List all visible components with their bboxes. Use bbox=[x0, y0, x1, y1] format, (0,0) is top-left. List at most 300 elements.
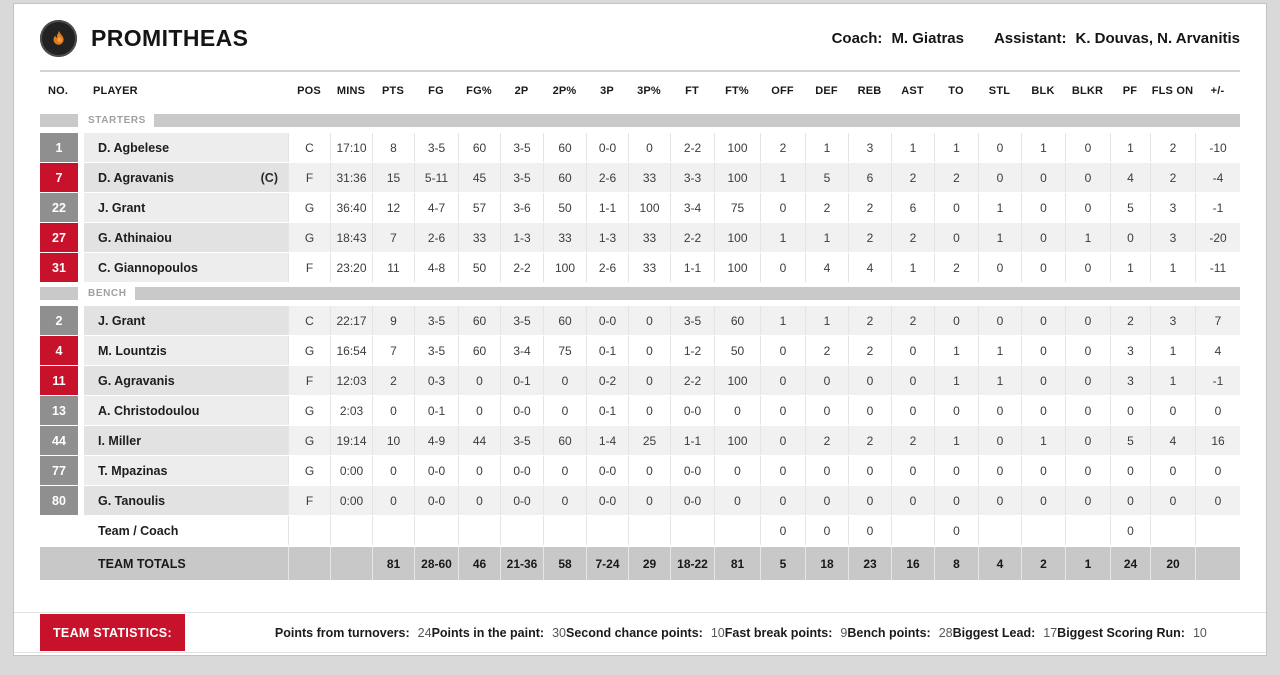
stat-3p: 0-1 bbox=[586, 396, 628, 425]
section-bar-left bbox=[40, 287, 78, 300]
stat-2p: 0-0 bbox=[500, 396, 543, 425]
coach-label: Coach: bbox=[831, 30, 883, 47]
stat-fg-pct: 33 bbox=[458, 223, 500, 252]
player-name-cell bbox=[84, 486, 288, 515]
stat-fls-on: 1 bbox=[1150, 336, 1195, 365]
stat-ft: 1-2 bbox=[670, 336, 714, 365]
stat-ft: 3-4 bbox=[670, 193, 714, 222]
stat-pos: F bbox=[288, 366, 330, 395]
stat-2p-pct: 60 bbox=[543, 306, 586, 335]
column-header-3p: 3P bbox=[600, 84, 614, 97]
column-header-ft-pct: FT% bbox=[725, 84, 749, 97]
stat-3p: 0-0 bbox=[586, 456, 628, 485]
stat-plus-minus: 4 bbox=[1195, 336, 1240, 365]
stat-reb: 2 bbox=[848, 426, 891, 455]
stat-pts: 8 bbox=[372, 133, 414, 162]
player-row bbox=[40, 163, 1240, 192]
stat-fg-pct bbox=[458, 516, 500, 545]
jersey-number-cell bbox=[40, 133, 78, 162]
stat-plus-minus: -20 bbox=[1195, 223, 1240, 252]
stat-fls-on: 2 bbox=[1150, 163, 1195, 192]
stat-pf: 0 bbox=[1110, 516, 1150, 545]
stat-stl: 0 bbox=[978, 163, 1021, 192]
stat-pf: 0 bbox=[1110, 223, 1150, 252]
stat-2p-pct: 0 bbox=[543, 396, 586, 425]
team-stat-value: 9 bbox=[840, 625, 848, 640]
stat-blkr: 0 bbox=[1065, 336, 1110, 365]
stat-blk: 0 bbox=[1021, 253, 1065, 282]
player-name-cell bbox=[84, 306, 288, 335]
stat-reb: 6 bbox=[848, 163, 891, 192]
stat-off: 0 bbox=[760, 366, 805, 395]
stat-ft: 2-2 bbox=[670, 223, 714, 252]
team-stat-item bbox=[847, 626, 952, 640]
stat-fg: 0-3 bbox=[414, 366, 458, 395]
stat-2p-pct: 0 bbox=[543, 366, 586, 395]
stat-fg-pct: 44 bbox=[458, 426, 500, 455]
stat-3p-pct: 0 bbox=[628, 486, 670, 515]
stat-2p-pct: 58 bbox=[543, 547, 586, 580]
team-stat-label: Points in the paint: bbox=[431, 625, 545, 640]
stat-fls-on: 0 bbox=[1150, 486, 1195, 515]
stat-blkr: 0 bbox=[1065, 486, 1110, 515]
player-name: T. Mpazinas bbox=[98, 463, 168, 478]
player-row bbox=[40, 366, 1240, 395]
stat-blk: 0 bbox=[1021, 396, 1065, 425]
team-stat-item bbox=[432, 626, 566, 640]
jersey-number-cell bbox=[40, 336, 78, 365]
stat-pts: 0 bbox=[372, 486, 414, 515]
stat-mins: 36:40 bbox=[330, 193, 372, 222]
stat-def: 2 bbox=[805, 336, 848, 365]
stat-pos: G bbox=[288, 396, 330, 425]
team-stat-value: 10 bbox=[710, 625, 725, 640]
stat-fg: 4-8 bbox=[414, 253, 458, 282]
stat-plus-minus: -1 bbox=[1195, 366, 1240, 395]
stat-fls-on: 3 bbox=[1150, 193, 1195, 222]
stat-2p-pct: 0 bbox=[543, 456, 586, 485]
stat-fls-on: 0 bbox=[1150, 396, 1195, 425]
jersey-number-cell bbox=[40, 486, 78, 515]
stat-pts: 10 bbox=[372, 426, 414, 455]
stat-blkr: 0 bbox=[1065, 133, 1110, 162]
player-row bbox=[40, 396, 1240, 425]
stat-pts: 0 bbox=[372, 456, 414, 485]
stat-pf: 5 bbox=[1110, 193, 1150, 222]
team-header bbox=[14, 4, 1266, 70]
stat-blkr bbox=[1065, 516, 1110, 545]
stat-fls-on: 3 bbox=[1150, 223, 1195, 252]
player-row bbox=[40, 253, 1240, 282]
stat-off: 0 bbox=[760, 336, 805, 365]
player-name: D. Agravanis bbox=[98, 170, 174, 185]
stat-to: 2 bbox=[934, 163, 978, 192]
stat-off: 1 bbox=[760, 163, 805, 192]
boxscore-card bbox=[13, 3, 1267, 656]
player-name: Team / Coach bbox=[98, 523, 179, 538]
stat-ft-pct: 100 bbox=[714, 223, 760, 252]
jersey-number-badge: 22 bbox=[40, 193, 78, 222]
stat-fls-on: 0 bbox=[1150, 456, 1195, 485]
section-bar bbox=[154, 114, 1240, 127]
player-row bbox=[40, 486, 1240, 515]
stat-stl: 4 bbox=[978, 547, 1021, 580]
stat-fg-pct: 57 bbox=[458, 193, 500, 222]
stat-pf: 1 bbox=[1110, 253, 1150, 282]
stat-2p-pct: 50 bbox=[543, 193, 586, 222]
stat-ast: 2 bbox=[891, 306, 934, 335]
stat-mins: 17:10 bbox=[330, 133, 372, 162]
stat-pf: 1 bbox=[1110, 133, 1150, 162]
stat-ast: 0 bbox=[891, 486, 934, 515]
stat-def: 0 bbox=[805, 456, 848, 485]
stat-fg: 4-7 bbox=[414, 193, 458, 222]
stat-2p: 1-3 bbox=[500, 223, 543, 252]
stat-pts: 7 bbox=[372, 223, 414, 252]
stat-pos: C bbox=[288, 306, 330, 335]
stat-3p-pct: 0 bbox=[628, 366, 670, 395]
stat-fg-pct: 60 bbox=[458, 306, 500, 335]
stat-ast bbox=[891, 516, 934, 545]
stat-2p: 0-1 bbox=[500, 366, 543, 395]
stat-pos: G bbox=[288, 223, 330, 252]
jersey-number-badge: 44 bbox=[40, 426, 78, 455]
column-header-stl: STL bbox=[988, 84, 1011, 97]
jersey-number-cell bbox=[40, 223, 78, 252]
jersey-number-cell bbox=[40, 306, 78, 335]
stat-ft: 0-0 bbox=[670, 456, 714, 485]
player-name-cell bbox=[84, 516, 288, 545]
stat-pts: 7 bbox=[372, 336, 414, 365]
stat-ast: 2 bbox=[891, 426, 934, 455]
stat-ft: 3-3 bbox=[670, 163, 714, 192]
stat-blk: 2 bbox=[1021, 547, 1065, 580]
stat-ast: 0 bbox=[891, 366, 934, 395]
stat-pf: 3 bbox=[1110, 336, 1150, 365]
jersey-number-badge: 4 bbox=[40, 336, 78, 365]
jersey-number-cell bbox=[40, 516, 78, 545]
stat-3p: 2-6 bbox=[586, 163, 628, 192]
stat-off: 0 bbox=[760, 456, 805, 485]
team-stat-item bbox=[953, 626, 1058, 640]
stat-to: 1 bbox=[934, 336, 978, 365]
player-name-cell bbox=[84, 193, 288, 222]
player-row bbox=[40, 223, 1240, 252]
stat-stl: 0 bbox=[978, 253, 1021, 282]
stat-2p bbox=[500, 516, 543, 545]
stat-ft-pct: 60 bbox=[714, 306, 760, 335]
jersey-number-cell bbox=[40, 547, 78, 580]
jersey-number-cell bbox=[40, 396, 78, 425]
team-totals-row bbox=[40, 547, 1240, 580]
stat-fg-pct: 0 bbox=[458, 366, 500, 395]
stat-blk: 0 bbox=[1021, 193, 1065, 222]
jersey-number-cell bbox=[40, 193, 78, 222]
stat-off: 1 bbox=[760, 306, 805, 335]
stat-fg: 5-11 bbox=[414, 163, 458, 192]
stat-3p: 0-0 bbox=[586, 133, 628, 162]
section-label-bench: BENCH bbox=[88, 288, 127, 299]
player-name: D. Agbelese bbox=[98, 140, 170, 155]
stat-blkr: 0 bbox=[1065, 163, 1110, 192]
stat-fg: 0-0 bbox=[414, 486, 458, 515]
stat-def: 0 bbox=[805, 396, 848, 425]
stat-to: 0 bbox=[934, 486, 978, 515]
stat-fg: 0-1 bbox=[414, 396, 458, 425]
stat-blkr: 0 bbox=[1065, 193, 1110, 222]
team-identity bbox=[40, 20, 248, 57]
stat-3p bbox=[586, 516, 628, 545]
stat-3p: 7-24 bbox=[586, 547, 628, 580]
stat-stl: 1 bbox=[978, 223, 1021, 252]
jersey-number-badge: 80 bbox=[40, 486, 78, 515]
player-row bbox=[40, 306, 1240, 335]
stat-2p-pct: 75 bbox=[543, 336, 586, 365]
table-body bbox=[40, 114, 1240, 580]
stat-2p-pct: 60 bbox=[543, 426, 586, 455]
assistant-label: Assistant: bbox=[993, 30, 1067, 47]
column-header-plus-minus: +/- bbox=[1210, 84, 1225, 97]
stat-plus-minus: 0 bbox=[1195, 396, 1240, 425]
player-name-cell bbox=[84, 336, 288, 365]
column-header-pts: PTS bbox=[382, 84, 404, 97]
stat-fg-pct: 0 bbox=[458, 456, 500, 485]
stat-2p-pct: 60 bbox=[543, 133, 586, 162]
stat-3p-pct: 0 bbox=[628, 456, 670, 485]
stat-ft-pct: 100 bbox=[714, 366, 760, 395]
stat-stl: 0 bbox=[978, 306, 1021, 335]
stat-plus-minus: 7 bbox=[1195, 306, 1240, 335]
stat-plus-minus bbox=[1195, 547, 1240, 580]
stat-fg-pct: 45 bbox=[458, 163, 500, 192]
stat-fls-on: 20 bbox=[1150, 547, 1195, 580]
stat-2p: 3-5 bbox=[500, 133, 543, 162]
jersey-number-badge: 13 bbox=[40, 396, 78, 425]
stat-reb: 3 bbox=[848, 133, 891, 162]
column-header-ft: FT bbox=[685, 84, 699, 97]
column-header-reb: REB bbox=[857, 84, 882, 97]
stat-pf: 5 bbox=[1110, 426, 1150, 455]
stat-plus-minus: -11 bbox=[1195, 253, 1240, 282]
stat-fls-on bbox=[1150, 516, 1195, 545]
stat-pts bbox=[372, 516, 414, 545]
stat-pos bbox=[288, 516, 330, 545]
stat-2p: 0-0 bbox=[500, 456, 543, 485]
stat-pos: C bbox=[288, 133, 330, 162]
stat-2p: 0-0 bbox=[500, 486, 543, 515]
stat-3p-pct: 33 bbox=[628, 163, 670, 192]
stat-def: 18 bbox=[805, 547, 848, 580]
stat-stl: 0 bbox=[978, 486, 1021, 515]
team-stat-item bbox=[275, 626, 432, 640]
team-coach-row bbox=[40, 516, 1240, 545]
stat-def: 1 bbox=[805, 133, 848, 162]
stat-plus-minus: -4 bbox=[1195, 163, 1240, 192]
stat-off: 5 bbox=[760, 547, 805, 580]
column-header-2p: 2P bbox=[514, 84, 529, 97]
stat-ast: 6 bbox=[891, 193, 934, 222]
stat-to: 2 bbox=[934, 253, 978, 282]
stat-3p-pct bbox=[628, 516, 670, 545]
stat-def: 4 bbox=[805, 253, 848, 282]
section-bar-left bbox=[40, 114, 78, 127]
stat-pts: 2 bbox=[372, 366, 414, 395]
stat-ft: 0-0 bbox=[670, 396, 714, 425]
stat-2p-pct: 33 bbox=[543, 223, 586, 252]
stat-ft-pct: 100 bbox=[714, 253, 760, 282]
stat-pos: G bbox=[288, 426, 330, 455]
stat-off: 0 bbox=[760, 396, 805, 425]
stat-to: 8 bbox=[934, 547, 978, 580]
stat-3p-pct: 33 bbox=[628, 253, 670, 282]
team-stat-value: 28 bbox=[938, 625, 953, 640]
player-name-cell bbox=[84, 366, 288, 395]
stat-reb: 4 bbox=[848, 253, 891, 282]
team-stat-item bbox=[725, 626, 848, 640]
stat-3p: 1-1 bbox=[586, 193, 628, 222]
stat-fg: 3-5 bbox=[414, 306, 458, 335]
stat-ast: 1 bbox=[891, 133, 934, 162]
stat-reb: 0 bbox=[848, 366, 891, 395]
stat-pf: 3 bbox=[1110, 366, 1150, 395]
stat-pf: 0 bbox=[1110, 486, 1150, 515]
table-header-row bbox=[40, 72, 1240, 109]
stat-blk bbox=[1021, 516, 1065, 545]
stat-ft-pct: 0 bbox=[714, 396, 760, 425]
jersey-number-badge: 77 bbox=[40, 456, 78, 485]
stat-3p-pct: 0 bbox=[628, 133, 670, 162]
player-row bbox=[40, 426, 1240, 455]
jersey-number-badge: 31 bbox=[40, 253, 78, 282]
stat-def: 5 bbox=[805, 163, 848, 192]
stat-ft-pct: 100 bbox=[714, 163, 760, 192]
team-stat-label: Biggest Scoring Run: bbox=[1057, 625, 1185, 640]
player-name: I. Miller bbox=[98, 433, 142, 448]
player-name-cell bbox=[84, 396, 288, 425]
player-name: G. Tanoulis bbox=[98, 493, 166, 508]
stat-ft: 3-5 bbox=[670, 306, 714, 335]
stat-blk: 0 bbox=[1021, 486, 1065, 515]
jersey-number-badge: 7 bbox=[40, 163, 78, 192]
stat-fg-pct: 46 bbox=[458, 547, 500, 580]
stat-blk: 1 bbox=[1021, 426, 1065, 455]
column-header-off: OFF bbox=[771, 84, 794, 97]
column-header-fg-pct: FG% bbox=[466, 84, 492, 97]
stat-pts: 0 bbox=[372, 396, 414, 425]
stat-to: 0 bbox=[934, 456, 978, 485]
stat-fls-on: 2 bbox=[1150, 133, 1195, 162]
column-header-pos: POS bbox=[297, 84, 321, 97]
stat-ft-pct bbox=[714, 516, 760, 545]
stat-pos bbox=[288, 547, 330, 580]
team-name: PROMITHEAS bbox=[91, 25, 249, 51]
stat-stl bbox=[978, 516, 1021, 545]
stat-2p: 3-5 bbox=[500, 426, 543, 455]
column-header-def: DEF bbox=[815, 84, 838, 97]
player-name: J. Grant bbox=[98, 200, 146, 215]
stat-reb: 0 bbox=[848, 516, 891, 545]
stat-blk: 0 bbox=[1021, 366, 1065, 395]
stat-def: 0 bbox=[805, 366, 848, 395]
stat-mins: 23:20 bbox=[330, 253, 372, 282]
flame-icon bbox=[40, 20, 77, 57]
player-row bbox=[40, 336, 1240, 365]
player-name-cell bbox=[84, 253, 288, 282]
stat-ft-pct: 0 bbox=[714, 456, 760, 485]
stat-ft-pct: 0 bbox=[714, 486, 760, 515]
stat-mins: 12:03 bbox=[330, 366, 372, 395]
stat-pts: 15 bbox=[372, 163, 414, 192]
stat-off: 1 bbox=[760, 223, 805, 252]
stat-3p: 0-0 bbox=[586, 306, 628, 335]
jersey-number-cell bbox=[40, 456, 78, 485]
column-header-fls-on: FLS ON bbox=[1151, 84, 1194, 97]
column-header-2p-pct: 2P% bbox=[552, 84, 577, 97]
player-name: G. Agravanis bbox=[98, 373, 175, 388]
stat-stl: 0 bbox=[978, 396, 1021, 425]
team-stat-label: Points from turnovers: bbox=[274, 625, 410, 640]
stat-to: 0 bbox=[934, 396, 978, 425]
stat-3p: 0-0 bbox=[586, 486, 628, 515]
stat-def: 0 bbox=[805, 486, 848, 515]
stat-fls-on: 1 bbox=[1150, 366, 1195, 395]
player-name: G. Athinaiou bbox=[98, 230, 172, 245]
player-name: TEAM TOTALS bbox=[98, 556, 186, 571]
stat-fg: 3-5 bbox=[414, 336, 458, 365]
stat-mins bbox=[330, 547, 372, 580]
stat-plus-minus: 0 bbox=[1195, 486, 1240, 515]
boxscore-table bbox=[40, 70, 1240, 580]
stat-ast: 0 bbox=[891, 456, 934, 485]
stat-off: 0 bbox=[760, 426, 805, 455]
column-header-blk: BLK bbox=[1031, 84, 1055, 97]
stat-plus-minus bbox=[1195, 516, 1240, 545]
stat-blkr: 0 bbox=[1065, 366, 1110, 395]
stat-fg-pct: 60 bbox=[458, 336, 500, 365]
stat-fg-pct: 50 bbox=[458, 253, 500, 282]
stat-to: 0 bbox=[934, 223, 978, 252]
jersey-number-badge: 1 bbox=[40, 133, 78, 162]
stat-fg bbox=[414, 516, 458, 545]
stat-2p: 3-6 bbox=[500, 193, 543, 222]
stat-to: 0 bbox=[934, 516, 978, 545]
section-row-bench bbox=[40, 287, 1240, 300]
captain-mark: (C) bbox=[260, 170, 278, 185]
stat-pos: G bbox=[288, 336, 330, 365]
stat-pts: 81 bbox=[372, 547, 414, 580]
jersey-number-badge: 27 bbox=[40, 223, 78, 252]
stat-mins: 2:03 bbox=[330, 396, 372, 425]
stat-2p-pct: 0 bbox=[543, 486, 586, 515]
stat-fg: 2-6 bbox=[414, 223, 458, 252]
team-statistics-banner: TEAM STATISTICS: bbox=[40, 614, 185, 651]
player-row bbox=[40, 133, 1240, 162]
team-stat-label: Biggest Lead: bbox=[952, 625, 1036, 640]
team-stat-label: Bench points: bbox=[847, 625, 931, 640]
stat-ft-pct: 100 bbox=[714, 426, 760, 455]
player-name-cell bbox=[84, 163, 288, 192]
stat-to: 1 bbox=[934, 426, 978, 455]
stat-blk: 0 bbox=[1021, 223, 1065, 252]
stat-ast: 2 bbox=[891, 223, 934, 252]
team-statistics-bar bbox=[14, 612, 1266, 653]
section-label-starters: STARTERS bbox=[88, 115, 146, 126]
stat-ft: 1-1 bbox=[670, 426, 714, 455]
stat-pos: G bbox=[288, 456, 330, 485]
section-row-starters bbox=[40, 114, 1240, 127]
section-bar bbox=[135, 287, 1240, 300]
stat-mins bbox=[330, 516, 372, 545]
